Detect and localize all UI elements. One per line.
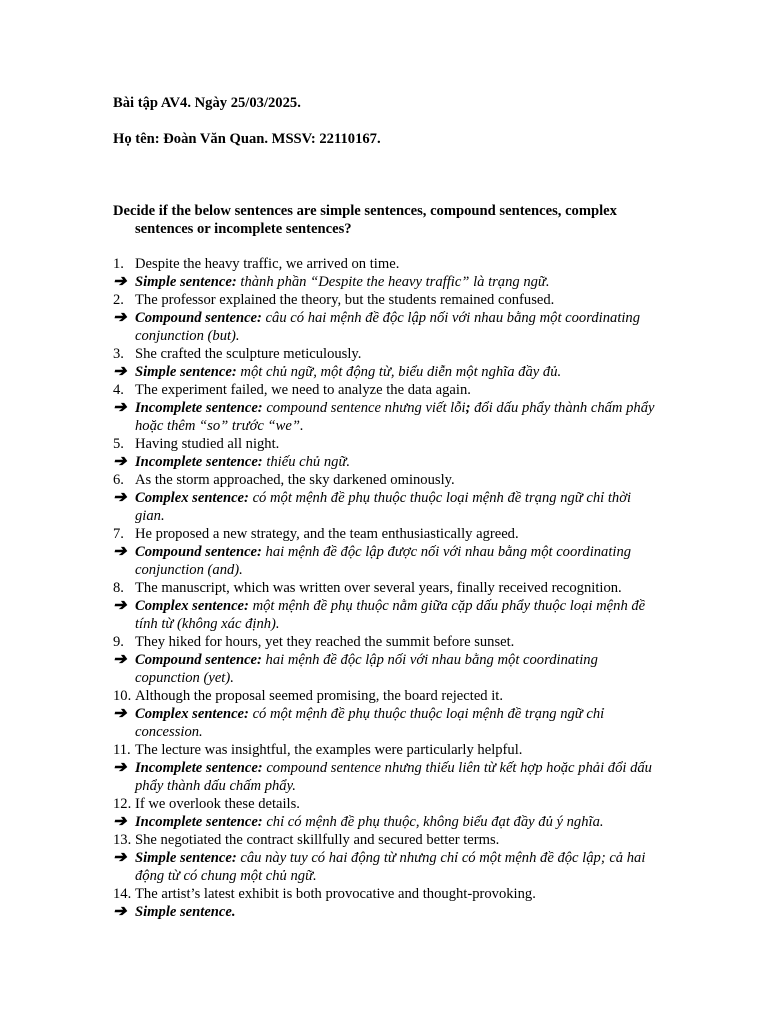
sentence-text: Despite the heavy traffic, we arrived on time. <box>135 256 400 272</box>
answer-text: concession. <box>135 724 203 740</box>
right-arrow-icon: ➔ <box>113 597 127 614</box>
item-number: 3. <box>113 346 124 362</box>
sentence-item <box>113 795 683 813</box>
item-number: 5. <box>113 436 124 452</box>
item-number: 9. <box>113 634 124 650</box>
right-arrow-icon: ➔ <box>113 399 127 416</box>
answer-label: Compound sentence: <box>135 544 262 560</box>
right-arrow-icon: ➔ <box>113 759 127 776</box>
answer-label: Compound sentence: <box>135 310 262 326</box>
answer-text: câu có hai mệnh đề độc lập nối với nhau bằng một coordinating <box>265 310 641 326</box>
answer-text: thành phần “Despite the heavy traffic” là trạng ngữ. <box>240 274 550 290</box>
answer-text: có một mệnh đề phụ thuộc thuộc loại mệnh đề trạng ngữ chỉ <box>252 706 605 722</box>
answer-label: Complex sentence: <box>135 490 249 506</box>
item-number: 10. <box>113 688 132 704</box>
right-arrow-icon: ➔ <box>113 903 127 920</box>
sentence-text: The artist’s latest exhibit is both provocative and thought-provoking. <box>135 886 536 902</box>
sentence-text: If we overlook these details. <box>135 796 300 812</box>
answer-text: một chủ ngữ, một động từ, biểu diễn một nghĩa đầy đủ. <box>240 364 562 380</box>
sentence-text: Although the proposal seemed promising, the board rejected it. <box>135 688 503 704</box>
answer-item <box>113 453 683 471</box>
answer-text: một mệnh đề phụ thuộc nằm giữa cặp dấu phẩy thuộc loại mệnh đề <box>252 598 646 614</box>
answer-text: conjunction (and). <box>135 562 243 578</box>
answer-text: gian. <box>135 508 165 524</box>
item-number: 8. <box>113 580 124 596</box>
answer-text: hai mệnh đề độc lập nối với nhau bằng một coordinating <box>265 652 598 668</box>
sentence-item <box>113 687 683 705</box>
sentence-item <box>113 885 683 903</box>
sentence-text: The lecture was insightful, the examples were particularly helpful. <box>135 742 523 758</box>
answer-text: hoặc thêm “so” trước “we”. <box>135 418 304 434</box>
sentence-item <box>113 525 683 543</box>
answer-item <box>113 849 683 885</box>
sentence-item <box>113 435 683 453</box>
answer-label: Simple sentence. <box>135 904 236 920</box>
right-arrow-icon: ➔ <box>113 363 127 380</box>
right-arrow-icon: ➔ <box>113 309 127 326</box>
answer-text: chỉ có mệnh đề phụ thuộc, không biểu đạt đầy đủ ý nghĩa. <box>266 814 604 830</box>
sentence-item <box>113 741 683 759</box>
answer-text: hai mệnh đề độc lập được nối với nhau bằng một coordinating <box>265 544 632 560</box>
sentence-item <box>113 255 683 273</box>
answer-text: có một mệnh đề phụ thuộc thuộc loại mệnh đề trạng ngữ chỉ thời <box>252 490 632 506</box>
answer-item <box>113 273 683 291</box>
answer-item <box>113 813 683 831</box>
answer-text: đổi dấu phẩy thành chấm phẩy <box>474 400 655 416</box>
answer-label: Complex sentence: <box>135 706 249 722</box>
instruction-line-1: Decide if the below sentences are simple sentences, compound sentences, complex <box>113 203 617 219</box>
sentence-item <box>113 831 683 849</box>
answer-label: Complex sentence: <box>135 598 249 614</box>
right-arrow-icon: ➔ <box>113 453 127 470</box>
item-number: 13. <box>113 832 132 848</box>
answer-item <box>113 705 683 741</box>
answer-text: compound sentence nhưng viết lỗi <box>266 400 466 416</box>
answer-text: động từ có chung một chủ ngữ. <box>135 868 317 884</box>
item-number: 1. <box>113 256 124 272</box>
answer-item <box>113 489 683 525</box>
sentence-item <box>113 345 683 363</box>
sentence-text: The manuscript, which was written over several years, finally received recognition. <box>135 580 622 596</box>
answer-label: Simple sentence: <box>135 274 237 290</box>
answer-item <box>113 363 683 381</box>
answer-label: Incomplete sentence: <box>135 814 263 830</box>
answer-label: Incomplete sentence: <box>135 454 263 470</box>
sentence-text: They hiked for hours, yet they reached the summit before sunset. <box>135 634 515 650</box>
instruction <box>113 202 673 238</box>
right-arrow-icon: ➔ <box>113 489 127 506</box>
right-arrow-icon: ➔ <box>113 651 127 668</box>
answer-label: Incomplete sentence: <box>135 400 263 416</box>
answer-item <box>113 651 683 687</box>
sentence-text: Having studied all night. <box>135 436 280 452</box>
exercise-list <box>113 255 683 921</box>
sentence-item <box>113 471 683 489</box>
right-arrow-icon: ➔ <box>113 273 127 290</box>
item-number: 7. <box>113 526 124 542</box>
answer-item <box>113 399 683 435</box>
sentence-text: He proposed a new strategy, and the team enthusiastically agreed. <box>135 526 519 542</box>
item-number: 11. <box>113 742 131 758</box>
right-arrow-icon: ➔ <box>113 813 127 830</box>
answer-item <box>113 309 683 345</box>
answer-label: Compound sentence: <box>135 652 262 668</box>
answer-text: copunction (yet). <box>135 670 234 686</box>
instruction-line-2: sentences or incomplete sentences? <box>135 221 352 237</box>
answer-item <box>113 543 683 579</box>
assignment-title: Bài tập AV4. Ngày 25/03/2025. <box>113 95 301 111</box>
sentence-text: The experiment failed, we need to analyze the data again. <box>135 382 471 398</box>
answer-text: phẩy thành dấu chấm phẩy. <box>135 778 296 794</box>
answer-label: Simple sentence: <box>135 364 237 380</box>
item-number: 12. <box>113 796 132 812</box>
answer-label: Incomplete sentence: <box>135 760 263 776</box>
answer-text: conjunction (but). <box>135 328 240 344</box>
answer-text: compound sentence nhưng thiếu liên từ kết hợp hoặc phải đổi dấu <box>266 760 652 776</box>
sentence-text: She negotiated the contract skillfully and secured better terms. <box>135 832 500 848</box>
sentence-item <box>113 291 683 309</box>
sentence-item <box>113 633 683 651</box>
answer-text: tính từ (không xác định). <box>135 616 280 632</box>
right-arrow-icon: ➔ <box>113 543 127 560</box>
item-number: 2. <box>113 292 124 308</box>
answer-text: câu này tuy có hai động từ nhưng chỉ có một mệnh đề độc lập; cả hai <box>240 850 646 866</box>
answer-item <box>113 903 683 921</box>
sentence-item <box>113 579 683 597</box>
answer-text: thiếu chủ ngữ. <box>266 454 351 470</box>
sentence-item <box>113 381 683 399</box>
answer-item <box>113 597 683 633</box>
answer-label: Simple sentence: <box>135 850 237 866</box>
answer-item <box>113 759 683 795</box>
item-number: 4. <box>113 382 124 398</box>
item-number: 6. <box>113 472 124 488</box>
right-arrow-icon: ➔ <box>113 849 127 866</box>
right-arrow-icon: ➔ <box>113 705 127 722</box>
sentence-text: The professor explained the theory, but the students remained confused. <box>135 292 555 308</box>
sentence-text: She crafted the sculpture meticulously. <box>135 346 362 362</box>
sentence-text: As the storm approached, the sky darkened ominously. <box>135 472 455 488</box>
student-info: Họ tên: Đoàn Văn Quan. MSSV: 22110167. <box>113 131 381 147</box>
answer-mark: ; <box>465 400 471 416</box>
item-number: 14. <box>113 886 132 902</box>
